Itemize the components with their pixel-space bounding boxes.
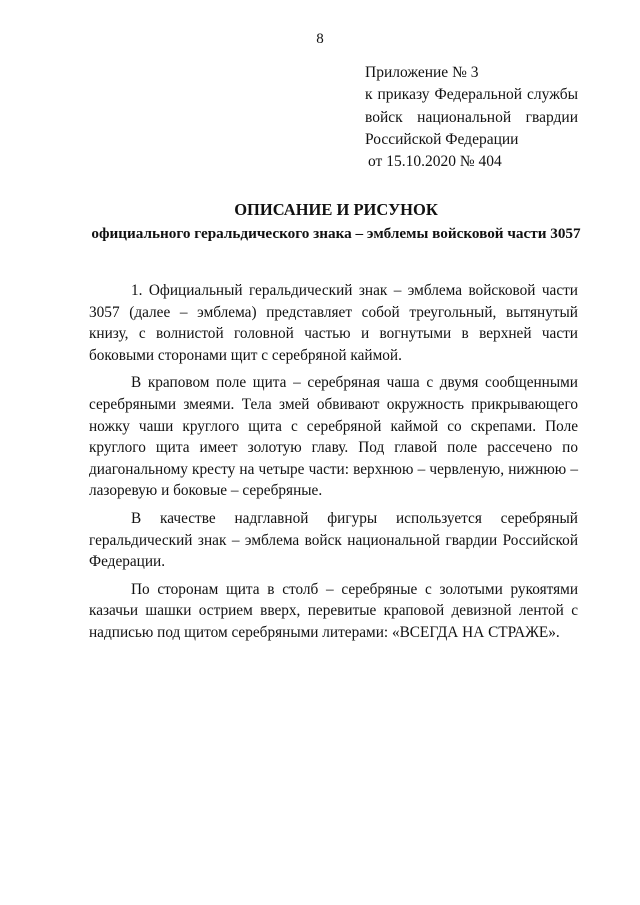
document-body: [89, 280, 578, 650]
appendix-word: Федеральной: [434, 86, 523, 104]
appendix-word: к: [365, 86, 373, 104]
paragraph: В краповом поле щита – серебряная чаша с двумя сообщенными серебряными змеями. Тела змей обвивают окружность прикрывающего ножку чаши круглого щита с серебряной каймой со скрепами. Поле круглого щита имеет золотую главу. Под главой поле рассечено по диагональному кресту на четыре части: верхнюю – червленую, нижнюю – лазоревую и боковые – серебряные.: [89, 374, 578, 500]
appendix-block: [365, 62, 578, 173]
appendix-troops-line: [365, 107, 578, 129]
appendix-order-line: [365, 84, 578, 106]
appendix-word: приказу: [377, 86, 430, 104]
appendix-word: службы: [527, 86, 578, 104]
appendix-title: Приложение № 3: [365, 64, 479, 81]
document-subtitle: официального геральдического знака – эмблемы войсковой части 3057: [91, 225, 581, 242]
appendix-word: войск: [365, 108, 403, 126]
appendix-country-line: Российской Федерации: [365, 130, 519, 148]
paragraph: В качестве надглавной фигуры используется серебряный геральдический знак – эмблема войск национальной гвардии Российской Федерации.: [89, 509, 578, 571]
appendix-word: национальной: [417, 108, 512, 126]
page-number: 8: [316, 31, 324, 47]
appendix-date-line: от 15.10.2020 № 404: [368, 153, 502, 171]
paragraph: 1. Официальный геральдический знак – эмблема войсковой части 3057 (далее – эмблема) представляет собой треугольный, вытянутый книзу, с волнистой головной частью и вогнутыми в верхней части боковыми сторонами щит с серебряной каймой.: [89, 282, 578, 364]
appendix-word: гвардии: [525, 108, 578, 126]
paragraph: По сторонам щита в столб – серебряные с золотыми рукоятями казачьи шашки острием вверх, перевитые краповой девизной лентой с надписью под щитом серебряными литерами: «ВСЕГДА НА СТРАЖЕ».: [89, 580, 578, 641]
document-title: ОПИСАНИЕ И РИСУНОК: [234, 200, 438, 219]
